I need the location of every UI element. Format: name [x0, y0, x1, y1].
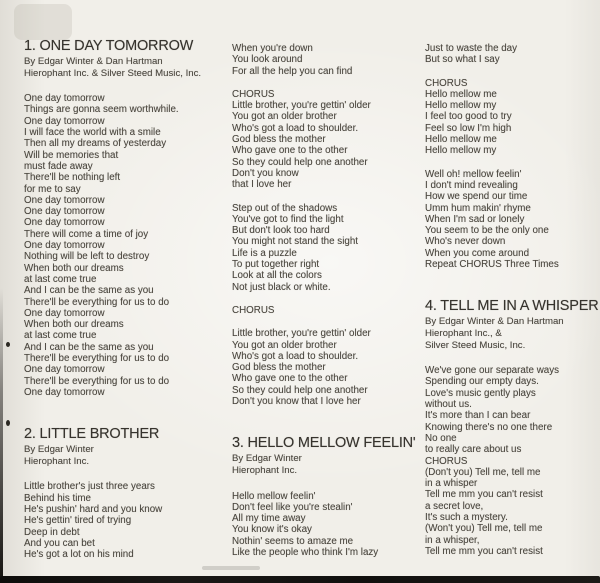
- lyric-line: One day tomorrow: [24, 240, 105, 252]
- lyric-line: One day tomorrow: [24, 307, 105, 319]
- lyric-line: Hello mellow my: [425, 100, 497, 112]
- lyric-line: He's pushin' hard and you know: [24, 503, 163, 515]
- lyric-line: Who gave one to the other: [232, 373, 348, 385]
- lyric-line: I feel too good to try: [425, 111, 512, 123]
- stanza: [425, 43, 600, 66]
- lyric-line: And I can be the same as you: [24, 285, 154, 297]
- lyric-line: Then all my dreams of yesterday: [24, 138, 167, 150]
- lyric-line: Don't you know: [232, 167, 299, 179]
- lyric-line: You look around: [232, 54, 303, 66]
- lyric-line: Nothing will be left to destroy: [24, 251, 150, 263]
- lyric-line: There'll be everything for us to do: [24, 353, 170, 365]
- lyric-line: Tell me mm you can't resist: [425, 489, 543, 501]
- lyric-line: (Won't you) Tell me, tell me: [425, 523, 543, 535]
- song-title: 2. LITTLE BROTHER: [24, 426, 160, 443]
- lyric-line: Knowing there's no one there: [425, 421, 553, 433]
- lyric-line: When both our dreams: [24, 262, 124, 274]
- lyric-line: I don't mind revealing: [425, 179, 518, 191]
- lyric-line: When you're down: [232, 43, 313, 54]
- lyric-line: Hello mellow me: [425, 88, 497, 100]
- lyric-line: How we spend our time: [425, 191, 528, 203]
- lyric-line: Deep in debt: [24, 526, 80, 538]
- lyric-line: a secret love,: [425, 500, 484, 512]
- lyric-line: Not just black or white.: [232, 281, 331, 293]
- scan-edge-left: [0, 288, 3, 583]
- lyric-line: Hello mellow feelin': [232, 490, 316, 502]
- lyric-line: Repeat CHORUS Three Times: [425, 259, 559, 271]
- lyric-line: Behind his time: [24, 492, 91, 504]
- lyric-line: One day tomorrow: [24, 206, 105, 218]
- song-title: 4. TELL ME IN A WHISPER: [425, 298, 599, 315]
- stanza: [232, 328, 424, 407]
- lyric-line: Who's never down: [425, 236, 506, 248]
- credit-line: Hierophant Inc. & Silver Steed Music, Inc.: [24, 67, 202, 79]
- scan-smudge: [202, 566, 260, 570]
- lyric-line: without us.: [425, 399, 472, 411]
- lyric-line: Don't feel like you're stealin': [232, 501, 353, 513]
- credit-line: Hierophant Inc., &: [425, 327, 502, 339]
- scan-edge-bottom: [0, 576, 600, 583]
- lyric-line: But so what I say: [425, 54, 500, 66]
- chorus-label: CHORUS: [232, 304, 275, 316]
- lyric-line: Umm hum makin' rhyme: [425, 202, 531, 214]
- lyric-line: You seem to be the only one: [425, 225, 549, 237]
- lyric-line: Life is a puzzle: [232, 247, 297, 259]
- lyric-line: But don't look too hard: [232, 225, 330, 237]
- credit-line: By Edgar Winter & Dan Hartman: [425, 316, 564, 328]
- scan-speck: [6, 420, 10, 426]
- lyric-line: Hello mellow me: [425, 134, 497, 146]
- stanza: [24, 93, 230, 398]
- stanza: [232, 89, 424, 191]
- stanza: [425, 365, 600, 557]
- lyrics-column-3: [425, 43, 600, 569]
- lyrics-column-2: [232, 43, 424, 570]
- lyric-line: So they could help one another: [232, 156, 368, 168]
- credit-line: Hierophant Inc.: [24, 455, 90, 467]
- chorus-label: CHORUS: [425, 455, 468, 467]
- lyric-line: I will face the world with a smile: [24, 127, 161, 139]
- lyric-line: To put together right: [232, 259, 320, 271]
- credit-line: By Edgar Winter: [232, 453, 302, 465]
- chorus-label: CHORUS: [425, 77, 468, 89]
- lyric-line: in a whisper,: [425, 534, 480, 546]
- lyric-line: Look at all the colors: [232, 270, 322, 282]
- lyric-line: You might not stand the sight: [232, 236, 358, 248]
- lyric-line: Like the people who think I'm lazy: [232, 546, 379, 558]
- lyric-line: Just to waste the day: [425, 43, 518, 54]
- lyric-line: Nothin' seems to amaze me: [232, 535, 354, 547]
- lyric-line: Little brother, you're gettin' older: [232, 100, 371, 112]
- lyric-line: One day tomorrow: [24, 364, 105, 376]
- lyric-line: You got an older brother: [232, 111, 337, 123]
- stanza: [232, 203, 424, 293]
- lyric-line: One day tomorrow: [24, 194, 105, 206]
- lyric-line: Little brother's just three years: [24, 481, 155, 493]
- lyric-line: to really care about us: [425, 444, 522, 456]
- scan-speck: [6, 342, 10, 347]
- lyric-line: It's such a mystery.: [425, 511, 508, 523]
- lyric-line: And you can bet: [24, 537, 95, 549]
- stanza: [232, 43, 424, 77]
- song-credits: [232, 453, 424, 476]
- lyric-line: When I'm sad or lonely: [425, 213, 525, 225]
- lyric-line: Well oh! mellow feelin': [425, 168, 522, 180]
- lyric-line: (Don't you) Tell me, tell me: [425, 466, 541, 478]
- chorus-label: CHORUS: [232, 88, 275, 100]
- lyric-line: No one: [425, 432, 457, 444]
- lyric-line: Who's got a load to shoulder.: [232, 350, 359, 362]
- lyric-line: Step out of the shadows: [232, 202, 338, 214]
- stanza: [425, 78, 600, 157]
- stanza: [24, 481, 230, 560]
- lyric-line: And I can be the same as you: [24, 341, 154, 353]
- lyric-line: Feel so low I'm high: [425, 122, 512, 134]
- lyric-line: All my time away: [232, 513, 306, 525]
- lyric-line: for me to say: [24, 183, 81, 195]
- lyric-line: He's got a lot on his mind: [24, 549, 134, 561]
- lyric-line: He's gettin' tired of trying: [24, 515, 132, 527]
- song-title: 1. ONE DAY TOMORROW: [24, 38, 194, 54]
- lyric-line: There'll be nothing left: [24, 172, 121, 184]
- lyric-line: Tell me mm you can't resist: [425, 545, 543, 557]
- stanza: [232, 305, 424, 316]
- lyrics-column-1: [24, 38, 230, 572]
- lyric-line: Don't you know that I love her: [232, 396, 361, 408]
- credit-line: Silver Steed Music, Inc.: [425, 339, 526, 351]
- lyric-line: One day tomorrow: [24, 386, 105, 398]
- lyric-line: Will be memories that: [24, 149, 119, 161]
- lyric-line: in a whisper: [425, 478, 478, 490]
- lyric-line: When you come around: [425, 247, 530, 259]
- song-credits: [24, 56, 230, 79]
- lyric-line: There'll be everything for us to do: [24, 296, 170, 308]
- lyric-line: You know it's okay: [232, 524, 312, 536]
- lyric-line: that I love her: [232, 179, 292, 191]
- lyric-line: You've got to find the light: [232, 213, 344, 225]
- lyric-line: Hello mellow my: [425, 145, 497, 157]
- lyric-line: There will come a time of joy: [24, 228, 149, 240]
- lyric-line: One day tomorrow: [24, 93, 105, 105]
- credit-line: By Edgar Winter: [24, 444, 94, 456]
- lyric-line: When both our dreams: [24, 319, 124, 331]
- lyric-line: Little brother, you're gettin' older: [232, 328, 371, 340]
- lyric-line: Who's got a load to shoulder.: [232, 122, 359, 134]
- stanza: [232, 491, 424, 559]
- stanza: [425, 169, 600, 271]
- lyric-line: You got an older brother: [232, 339, 337, 351]
- lyric-line: It's more than I can bear: [425, 410, 531, 422]
- lyric-line: For all the help you can find: [232, 65, 353, 77]
- lyric-line: Things are gonna seem worthwhile.: [24, 104, 179, 116]
- lyric-line: at last come true: [24, 330, 97, 342]
- lyric-line: So they could help one another: [232, 384, 368, 396]
- song-credits: [425, 316, 600, 351]
- lyric-line: God bless the mother: [232, 134, 326, 146]
- lyric-line: at last come true: [24, 273, 97, 285]
- lyric-line: God bless the mother: [232, 362, 326, 374]
- lyric-line: Love's music gently plays: [425, 387, 536, 399]
- lyric-line: One day tomorrow: [24, 115, 105, 127]
- lyric-line: Spending our empty days.: [425, 376, 539, 388]
- lyric-line: We've gone our separate ways: [425, 365, 560, 377]
- song-title: 3. HELLO MELLOW FEELIN': [232, 435, 416, 452]
- lyric-line: Who gave one to the other: [232, 145, 348, 157]
- song-credits: [24, 444, 230, 467]
- scan-shadow-patch: [14, 4, 72, 40]
- credit-line: By Edgar Winter & Dan Hartman: [24, 56, 163, 67]
- lyric-line: There'll be everything for us to do: [24, 375, 170, 387]
- lyric-line: One day tomorrow: [24, 217, 105, 229]
- credit-line: Hierophant Inc.: [232, 464, 298, 476]
- lyric-line: must fade away: [24, 160, 93, 172]
